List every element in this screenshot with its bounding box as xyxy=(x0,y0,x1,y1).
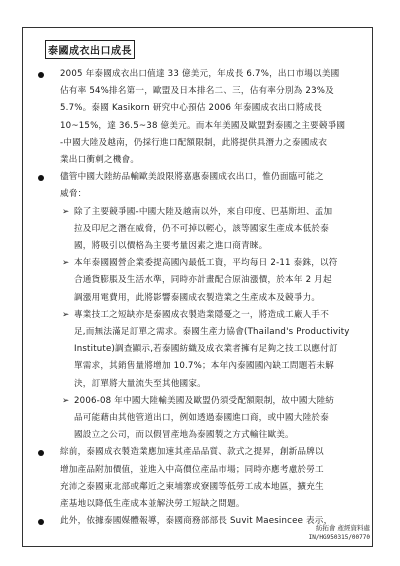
arrow-bullet-icon: ➢ xyxy=(62,309,70,320)
text-line: 單需求，其銷售量將增加 10.7%；本年內泰國國內缺工問題若未解 xyxy=(74,361,334,372)
document-body xyxy=(36,66,364,530)
text-line: 足,而無法滿足訂單之需求。泰國生產力協會(Thailand's Productivity xyxy=(74,327,350,338)
bullet-dot-icon xyxy=(38,72,44,78)
text-line: 決，訂單將大量流失至其他國家。 xyxy=(74,378,206,389)
text-line: 品可能藉由其他管道出口，例如透過泰國進口商，或中國大陸於泰 xyxy=(74,413,330,424)
text-line: 佔有率 54%排名第一，歐盟及日本排名二、三，佔有率分別為 23%及 xyxy=(60,86,334,97)
page-title: 泰國成衣出口成長 xyxy=(45,40,135,59)
bullet-dot-icon xyxy=(38,519,44,525)
text-line: 儘管中國大陸紡品輸歐美設限將嘉惠泰國成衣出口，惟仍面臨可能之 xyxy=(60,172,324,183)
text-line: 調漲用電費用，此將影響泰國成衣製造業之生產成本及競爭力。 xyxy=(74,292,321,303)
arrow-bullet-icon: ➢ xyxy=(62,206,70,217)
footer-code: IN/HG950315/00770 xyxy=(308,534,370,541)
footer xyxy=(309,524,370,542)
text-line: 國設立之公司，而以假冒產地為泰國製之方式輸往歐美。 xyxy=(74,430,294,441)
arrow-bullet-icon: ➢ xyxy=(62,258,70,269)
sub-item xyxy=(36,204,364,256)
text-line: 威脅： xyxy=(60,189,87,200)
text-line: 5.7%。泰國 Kasikorn 研究中心預估 2006 年泰國成衣出口將成長 xyxy=(60,103,323,114)
text-line: Institute)調查顯示,若泰國紡織及成衣業者擁有足夠之技工以應付訂 xyxy=(74,344,338,355)
text-line: 增加產品附加價值，並進入中高價位產品市場；同時亦應考慮於勞工 xyxy=(60,464,324,475)
bullet-dot-icon xyxy=(38,450,44,456)
sub-item xyxy=(36,307,364,393)
text-line: 拉及印尼之潛在威脅，仍不可掉以輕心，該等國家生產成本低於泰 xyxy=(74,223,330,234)
text-line: -中國大陸及越南，仍採行進口配額限制，此將提供具潛力之泰國成衣 xyxy=(60,137,328,148)
text-line: 國，將吸引以價格為主要考量因素之進口商青睞。 xyxy=(74,241,268,252)
sub-item xyxy=(36,255,364,307)
text-line: 2006-08 年中國大陸輸美國及歐盟仍須受配額限制，故中國大陸紡 xyxy=(74,395,335,406)
text-line: 充沛之泰國東北部或鄰近之柬埔寨或寮國等低勞工成本地區，擴充生 xyxy=(60,481,324,492)
sub-item xyxy=(36,393,364,445)
text-line: 此外，依據泰國媒體報導，泰國商務部部長 Suvit Maesincee 表示， xyxy=(60,516,333,527)
bullet-paragraph xyxy=(36,444,364,513)
text-line: 合通貨膨脹及生活水準，同時亦計畫配合原油漲價，於本年 2 月起 xyxy=(74,275,332,286)
text-line: 專業技工之短缺亦是泰國成衣製造業隱憂之一，將造成工廠人手不 xyxy=(74,309,330,320)
bullet-paragraph xyxy=(36,66,364,169)
footer-org: 紡拓會 產經資料處 xyxy=(315,524,370,532)
arrow-bullet-icon: ➢ xyxy=(62,395,70,406)
text-line: 產基地以降低生產成本並解決勞工短缺之問題。 xyxy=(60,499,245,510)
text-line: 2005 年泰國成衣出口值達 33 億美元，年成長 6.7%，出口市場以美國 xyxy=(60,69,340,79)
text-line: 10~15%，達 36.5~38 億美元。而本年美國及歐盟對泰國之主要競爭國 xyxy=(60,120,346,131)
text-line: 綜前，泰國成衣製造業應加速其產品品質、款式之提昇，創新品牌以 xyxy=(60,447,324,458)
bullet-paragraph xyxy=(36,169,364,203)
bullet-dot-icon xyxy=(38,175,44,181)
text-line: 本年泰國國營企業委提高國內最低工資，平均每日 2-11 泰銖，以符 xyxy=(74,258,338,269)
text-line: 業出口衝刺之機會。 xyxy=(60,155,140,166)
text-line: 除了主要競爭國-中國大陸及越南以外，來自印度、巴基斯坦、孟加 xyxy=(74,206,333,217)
